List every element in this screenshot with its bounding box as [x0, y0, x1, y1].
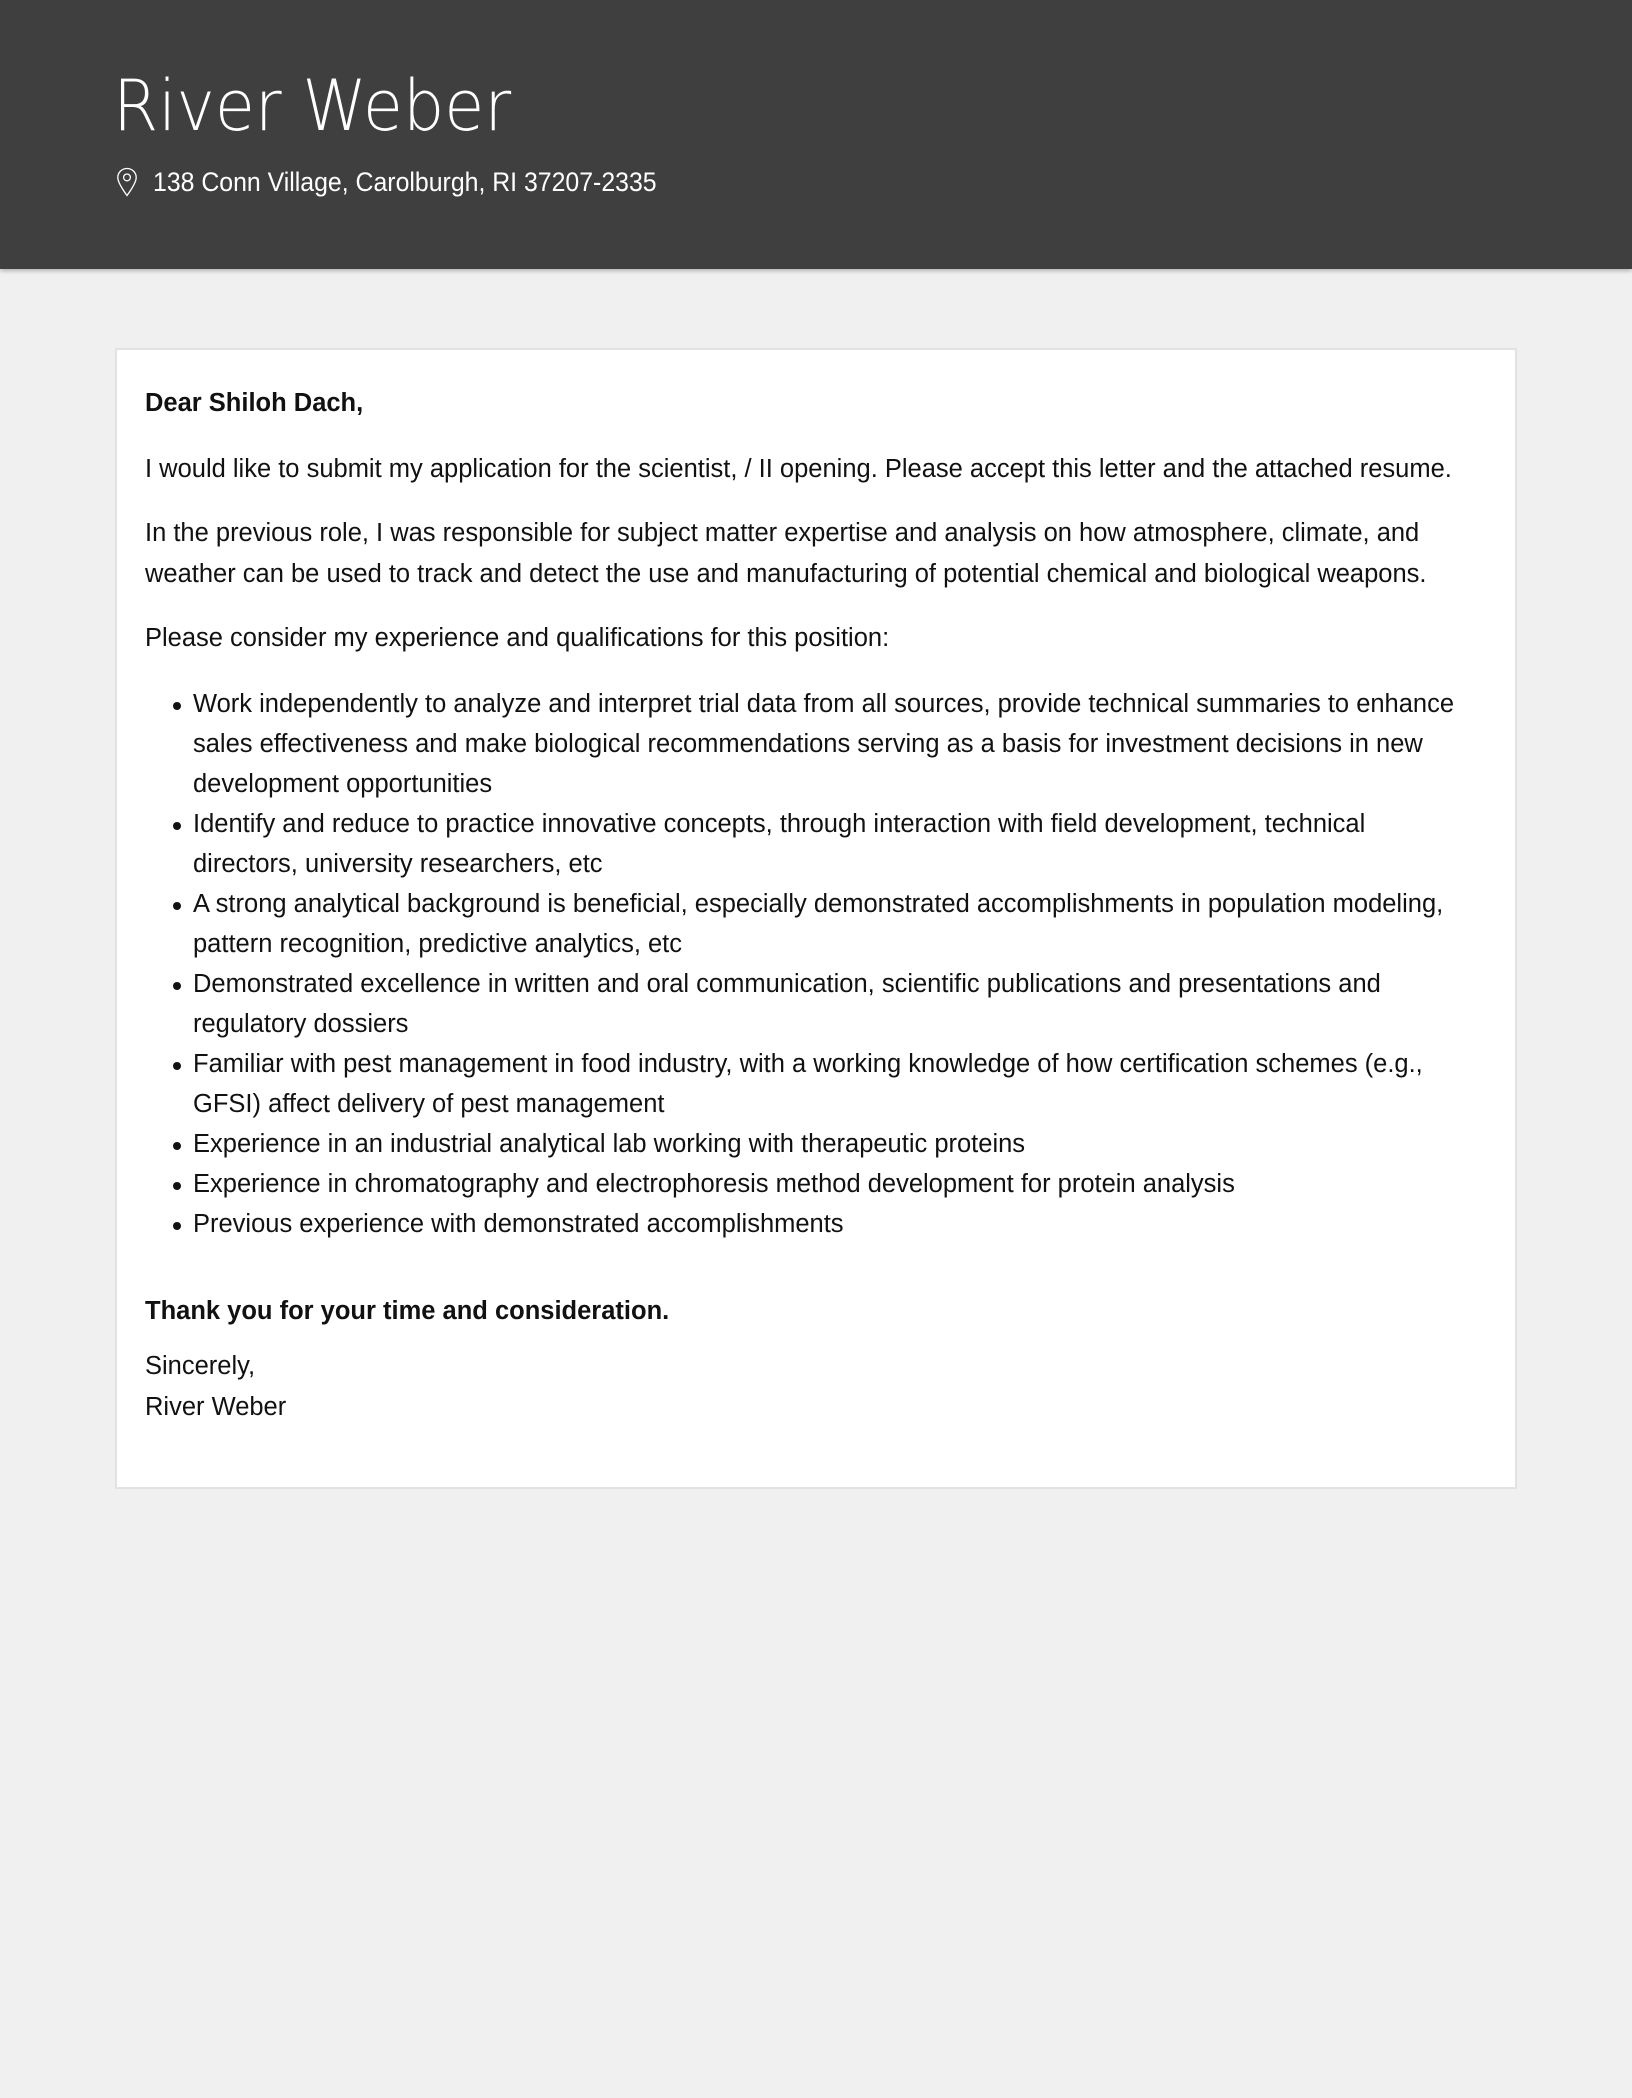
map-pin-icon	[116, 167, 138, 197]
list-item-line: Experience in an industrial analytical lab working with therapeutic proteins	[193, 1130, 1026, 1158]
bullet-icon	[173, 1062, 181, 1070]
paragraph-line: In the previous role, I was responsible for subject matter expertise and analysis on how atmosphere, climate, and	[145, 519, 1420, 547]
address-text: 138 Conn Village, Carolburgh, RI 37207-2335	[153, 167, 657, 197]
list-item-line: regulatory dossiers	[193, 1010, 409, 1038]
greeting: Dear Shiloh Dach,	[145, 389, 364, 417]
page-header	[0, 0, 1632, 269]
closing: Sincerely,	[145, 1352, 256, 1380]
bullet-icon	[173, 902, 181, 910]
bullet-icon	[173, 822, 181, 830]
applicant-name: River Weber	[113, 65, 512, 147]
list-item-line: Identify and reduce to practice innovative concepts, through interaction with field development, technical	[193, 810, 1366, 838]
signature: River Weber	[145, 1393, 287, 1421]
list-item-line: Previous experience with demonstrated accomplishments	[193, 1210, 844, 1238]
list-item-line: Experience in chromatography and electrophoresis method development for protein analysis	[193, 1170, 1235, 1198]
list-item-line: Familiar with pest management in food industry, with a working knowledge of how certification schemes (e.g.,	[193, 1050, 1423, 1078]
list-item-line: GFSI) affect delivery of pest management	[193, 1090, 665, 1118]
intro-paragraph: I would like to submit my application for the scientist, / II opening. Please accept this letter and the attached resume.	[145, 455, 1452, 483]
paragraph-line: weather can be used to track and detect the use and manufacturing of potential chemical and biological weapons.	[145, 560, 1427, 588]
list-item-line: directors, university researchers, etc	[193, 850, 603, 878]
bullet-icon	[173, 702, 181, 710]
list-item-line: Work independently to analyze and interpret trial data from all sources, provide technical summaries to enhance	[193, 690, 1455, 718]
bullet-icon	[173, 1182, 181, 1190]
list-item-line: development opportunities	[193, 770, 493, 798]
address-row	[116, 164, 700, 200]
bullet-icon	[173, 982, 181, 990]
list-item-line: sales effectiveness and make biological recommendations serving as a basis for investment decisions in new	[193, 730, 1423, 758]
bullet-icon	[173, 1222, 181, 1230]
consider-paragraph: Please consider my experience and qualifications for this position:	[145, 624, 890, 652]
list-item-line: A strong analytical background is beneficial, especially demonstrated accomplishments in population modeling,	[193, 890, 1444, 918]
bullet-icon	[173, 1142, 181, 1150]
cover-letter-card	[115, 348, 1517, 1489]
list-item-line: pattern recognition, predictive analytics, etc	[193, 930, 683, 958]
list-item-line: Demonstrated excellence in written and oral communication, scientific publications and presentations and	[193, 970, 1381, 998]
thank-you-line: Thank you for your time and consideration.	[145, 1297, 670, 1325]
